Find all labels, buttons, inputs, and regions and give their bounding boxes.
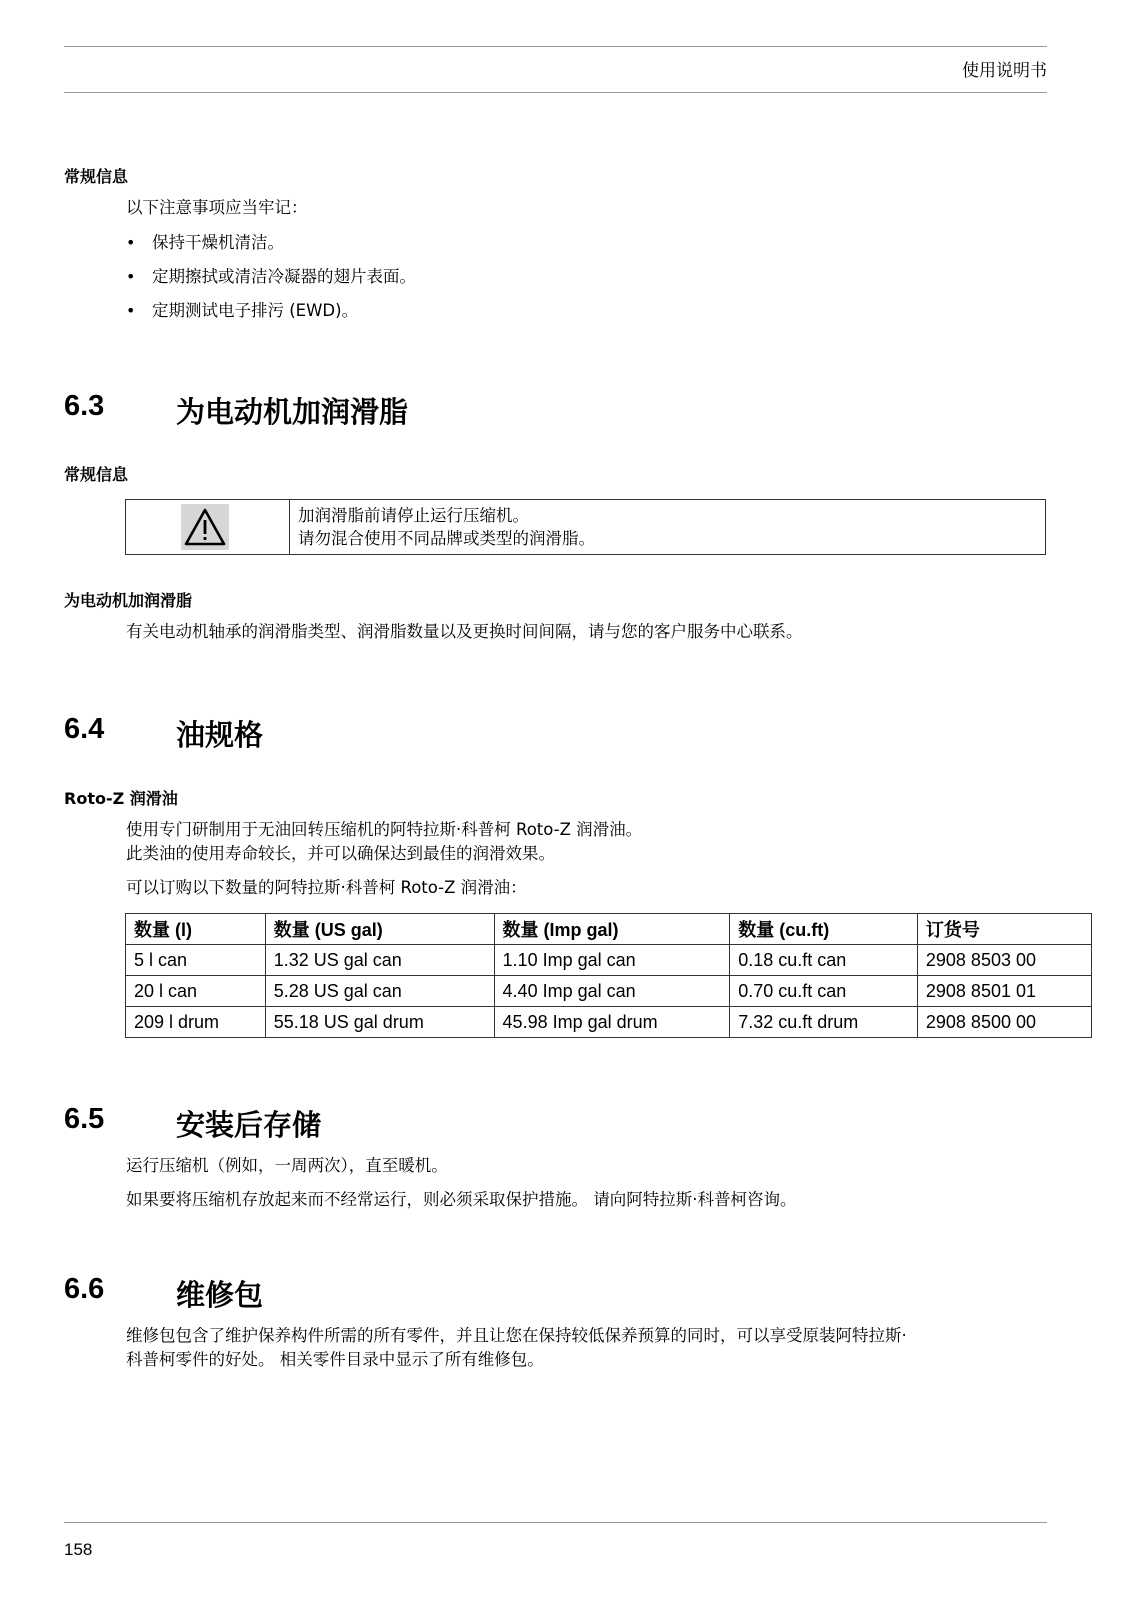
table-cell: 45.98 Imp gal drum	[494, 1007, 730, 1038]
column-header: 数量 (US gal)	[265, 914, 494, 945]
header-top-rule	[64, 46, 1047, 47]
warning-line-2: 请勿混合使用不同品牌或类型的润滑脂。	[298, 529, 595, 548]
table-cell: 5 l can	[126, 945, 266, 976]
table-cell: 55.18 US gal drum	[265, 1007, 494, 1038]
section-6-6-title: 维修包	[176, 1278, 264, 1312]
general-info-intro: 以下注意事项应当牢记：	[126, 198, 308, 217]
general-info-heading: 常规信息	[64, 167, 129, 186]
section-6-3-general-heading: 常规信息	[64, 465, 129, 484]
section-6-6-line-1: 维修包包含了维护保养构件所需的所有零件，并且让您在保持较低保养预算的同时，可以享受原装阿特拉斯·	[126, 1326, 907, 1345]
section-6-5-number: 6.5	[64, 1103, 105, 1135]
section-6-6-line-2: 科普柯零件的好处。 相关零件目录中显示了所有维修包。	[126, 1350, 544, 1369]
table-cell: 0.70 cu.ft can	[730, 976, 918, 1007]
section-6-5-line-1: 运行压缩机（例如，一周两次），直至暖机。	[126, 1156, 448, 1175]
section-6-4-number: 6.4	[64, 713, 105, 745]
table-cell: 20 l can	[126, 976, 266, 1007]
header-bottom-rule	[64, 92, 1047, 93]
table-cell: 5.28 US gal can	[265, 976, 494, 1007]
column-header: 数量 (l)	[126, 914, 266, 945]
section-6-4-line-2: 此类油的使用寿命较长，并可以确保达到最佳的润滑效果。	[126, 844, 555, 863]
table-cell: 2908 8500 00	[917, 1007, 1091, 1038]
section-6-5-line-2: 如果要将压缩机存放起来而不经常运行，则必须采取保护措施。 请向阿特拉斯·科普柯咨询。	[126, 1190, 797, 1209]
table-cell: 2908 8501 01	[917, 976, 1091, 1007]
warning-line-1: 加润滑脂前请停止运行压缩机。	[298, 506, 529, 525]
table-cell: 1.32 US gal can	[265, 945, 494, 976]
column-header: 数量 (Imp gal)	[494, 914, 730, 945]
header-title: 使用说明书	[962, 61, 1047, 81]
table-cell: 209 l drum	[126, 1007, 266, 1038]
section-6-3-text: 有关电动机轴承的润滑脂类型、润滑脂数量以及更换时间间隔，请与您的客户服务中心联系。	[126, 622, 803, 641]
section-6-4-sub-heading: Roto-Z 润滑油	[64, 789, 178, 808]
table-cell: 1.10 Imp gal can	[494, 945, 730, 976]
general-info-list	[126, 231, 416, 333]
warning-icon-cell	[126, 500, 290, 554]
footer-rule	[64, 1522, 1047, 1523]
section-6-4-line-1: 使用专门研制用于无油回转压缩机的阿特拉斯·科普柯 Roto-Z 润滑油。	[126, 820, 643, 839]
warning-text	[298, 504, 595, 550]
column-header: 数量 (cu.ft)	[730, 914, 918, 945]
section-6-3-number: 6.3	[64, 390, 105, 422]
oil-quantity-table	[125, 913, 1092, 1038]
table-cell: 7.32 cu.ft drum	[730, 1007, 918, 1038]
table-row	[126, 945, 1092, 976]
page-number: 158	[64, 1540, 93, 1559]
section-6-6-text	[126, 1324, 907, 1372]
table-header-row	[126, 914, 1092, 945]
table-cell: 4.40 Imp gal can	[494, 976, 730, 1007]
table-row	[126, 976, 1092, 1007]
list-item: • 保持干燥机清洁。	[126, 231, 416, 265]
section-6-3-sub-heading: 为电动机加润滑脂	[64, 591, 193, 610]
section-6-6-number: 6.6	[64, 1273, 105, 1305]
section-6-3-title: 为电动机加润滑脂	[176, 395, 409, 429]
warning-box	[125, 499, 1046, 555]
section-6-5-title: 安装后存储	[176, 1108, 322, 1142]
column-header: 订货号	[917, 914, 1091, 945]
table-cell: 0.18 cu.ft can	[730, 945, 918, 976]
section-6-4-text	[126, 818, 642, 866]
list-item: • 定期擦拭或清洁冷凝器的翅片表面。	[126, 265, 416, 299]
section-6-4-line-3: 可以订购以下数量的阿特拉斯·科普柯 Roto-Z 润滑油：	[126, 878, 527, 897]
section-6-4-title: 油规格	[176, 718, 264, 752]
list-item: • 定期测试电子排污 (EWD)。	[126, 299, 416, 333]
table-cell: 2908 8503 00	[917, 945, 1091, 976]
warning-triangle-icon	[181, 504, 229, 550]
table-row	[126, 1007, 1092, 1038]
